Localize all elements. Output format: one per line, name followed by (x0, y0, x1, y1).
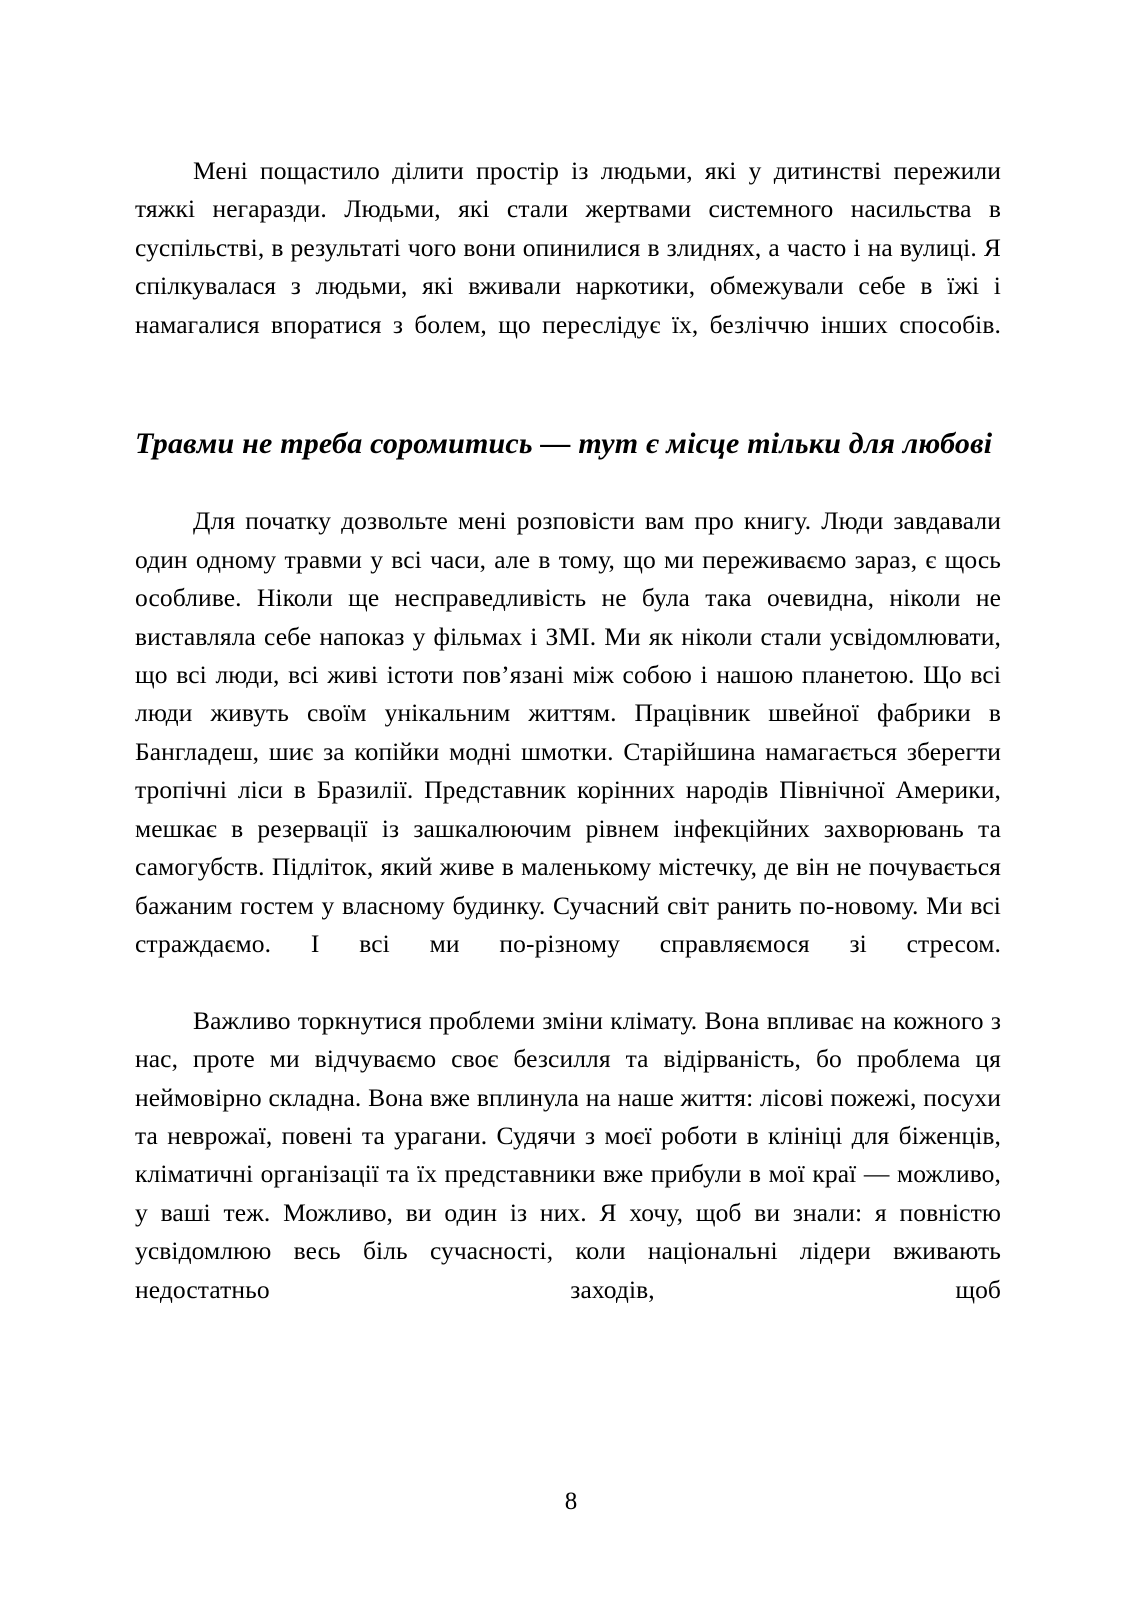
section-heading: Травми не треба соромитись — тут є місце тільки для любові (135, 427, 993, 461)
page-number: 8 (564, 1488, 578, 1515)
heading-spacer-below (135, 466, 1001, 502)
body-paragraph-3: Важливо торкнутися проблеми зміни клімату. Вона впливає на кожного з нас, проте ми відчуваємо своє безсилля та відірваність, бо проблема ця неймовірно складна. Вона вже вплинула на наше життя: лісові пожежі, посухи та неврожаї, повені та урагани. Судячи з моєї роботи в клініці для біженців, кліматичні організації та їх представники вже прибули в мої краї — можливо, у ваші теж. Можливо, ви один із них. Я хочу, щоб ви знали: я повністю усвідомлюю весь біль сучасності, коли національні лідери вживають недостатньо заходів, щоб (135, 1005, 1001, 1304)
body-paragraph-2: Для початку дозвольте мені розповісти вам про книгу. Люди завдавали один одному травми у всі часи, але в тому, що ми переживаємо зараз, є щось особливе. Ніколи ще несправедливість не була така очевидна, ніколи не виставляла себе напоказ у фільмах і ЗМІ. Ми як ніколи стали усвідомлювати, що всі люди, всі живі істоти пов’язані між собою і нашою планетою. Що всі люди живуть своїм унікальним життям. Працівник швейної фабрики в Бангладеш, шиє за копійки модні шмотки. Старійшина намагається зберегти тропічні ліси в Бразилії. Представник корінних народів Північної Америки, мешкає в резервації із зашкалюючим рівнем інфекційних захворювань та самогубств. Підліток, який живе в маленькому містечку, де він не почувається бажаним гостем у власному будинку. Сучасний світ ранить по-новому. Ми всі страждаємо. І всі ми по-різному справляємося зі стресом. (135, 506, 1001, 958)
heading-spacer-above (135, 382, 1001, 422)
body-paragraph-1: Мені пощастило ділити простір із людьми, які у дитинстві пережили тяжкі негаразди. Людьми, які стали жертвами системного насильства в суспільстві, в результаті чого вони опинилися в злиднях, а часто і на вулиці. Я спілкувалася з людьми, які вживали наркотики, обмежували себе в їжі і намагалися впоратися з болем, що переслідує їх, безліччю інших способів. (135, 156, 1001, 339)
page-text-column (135, 152, 1001, 1347)
